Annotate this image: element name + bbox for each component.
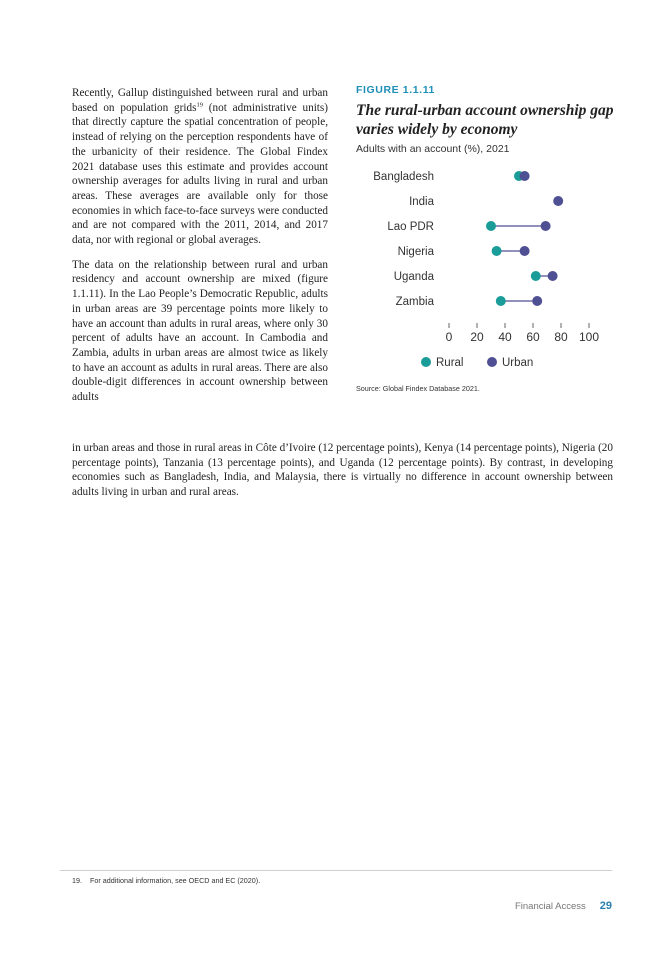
footer-section: Financial Access — [514, 901, 586, 912]
legend-swatch-urban — [487, 357, 497, 367]
point-urban-nigeria — [520, 246, 530, 256]
category-label-nigeria: Nigeria — [397, 246, 434, 258]
point-urban-lao-pdr — [541, 221, 551, 231]
page-number: 29 — [599, 900, 612, 912]
paragraph-1-text-a: Recently, Gallup distinguished between rural and urban based on population grids — [72, 87, 328, 114]
legend-label-urban: Urban — [502, 357, 534, 369]
figure-header — [356, 84, 614, 155]
body-column — [72, 86, 328, 405]
footnote-number: 19. — [72, 876, 82, 885]
paragraph-2-full-width: in urban areas and those in rural areas in Côte d’Ivoire (12 percentage points), Kenya (14 percentage points), Nigeria (20 percentage points), Tanzania (13 percentage points), and Uganda (12 percentage points). By contrast, in developing economies such as Bangladesh, India, and Malaysia, there is virtually no difference in account ownership between adults living in urban and rural areas. — [72, 442, 613, 499]
footnote — [72, 876, 260, 885]
legend-label-rural: Rural — [436, 357, 464, 369]
figure-title: The rural-urban account ownership gap varies widely by economy — [356, 102, 614, 138]
figure-source: Source: Global Findex Database 2021. — [356, 384, 480, 393]
category-label-zambia: Zambia — [395, 296, 434, 308]
page-footer — [515, 900, 612, 912]
point-urban-bangladesh — [520, 171, 530, 181]
point-rural-nigeria — [492, 246, 502, 256]
legend-swatch-rural — [421, 357, 431, 367]
point-rural-lao-pdr — [486, 221, 496, 231]
paragraph-1 — [72, 86, 328, 248]
point-urban-india — [553, 196, 563, 206]
point-urban-zambia — [532, 296, 542, 306]
footnote-ref[interactable]: 19 — [196, 100, 203, 108]
x-tick-label-0: 0 — [445, 330, 453, 344]
paragraph-1-text-b: (not administrative units) that directly capture the spatial concentration of people, instead of relying on the perception respondents have of the urbanicity of their residence. The Global Findex 2021 database uses this estimate and provides account ownership averages for adults living in rural and urban areas. These averages are available only for those economies in which face-to-face surveys were conducted and are not compared with the 2011, 2014, and 2017 data, nor with regional or global averages. — [72, 101, 328, 247]
category-label-lao-pdr: Lao PDR — [387, 221, 434, 233]
paragraph-2-column: The data on the relationship between rural and urban residency and account ownership are mixed (figure 1.1.11). In the Lao People’s Democratic Republic, adults in urban areas are 39 percentage points more likely to have an account than adults in rural areas, where only 30 percent of adults have an account. In Cambodia and Zambia, adults in urban areas are almost twice as likely to have an account as adults in rural areas. There are also double-digit differences in account ownership between adults — [72, 258, 328, 404]
figure-subtitle: Adults with an account (%), 2021 — [356, 143, 510, 155]
x-tick-label-40: 40 — [498, 330, 512, 344]
figure-label: FIGURE 1.1.11 — [356, 84, 435, 96]
dumbbell-chart — [356, 160, 612, 380]
category-label-india: India — [409, 196, 434, 208]
point-urban-uganda — [548, 271, 558, 281]
x-tick-label-80: 80 — [554, 330, 568, 344]
footnote-divider — [60, 870, 612, 871]
x-tick-label-60: 60 — [526, 330, 540, 344]
x-tick-label-100: 100 — [578, 330, 600, 344]
point-rural-zambia — [496, 296, 506, 306]
category-label-uganda: Uganda — [393, 271, 434, 283]
footnote-text: For additional information, see OECD and EC (2020). — [90, 876, 261, 885]
category-label-bangladesh: Bangladesh — [373, 171, 434, 183]
x-tick-label-20: 20 — [470, 330, 484, 344]
point-rural-uganda — [531, 271, 541, 281]
